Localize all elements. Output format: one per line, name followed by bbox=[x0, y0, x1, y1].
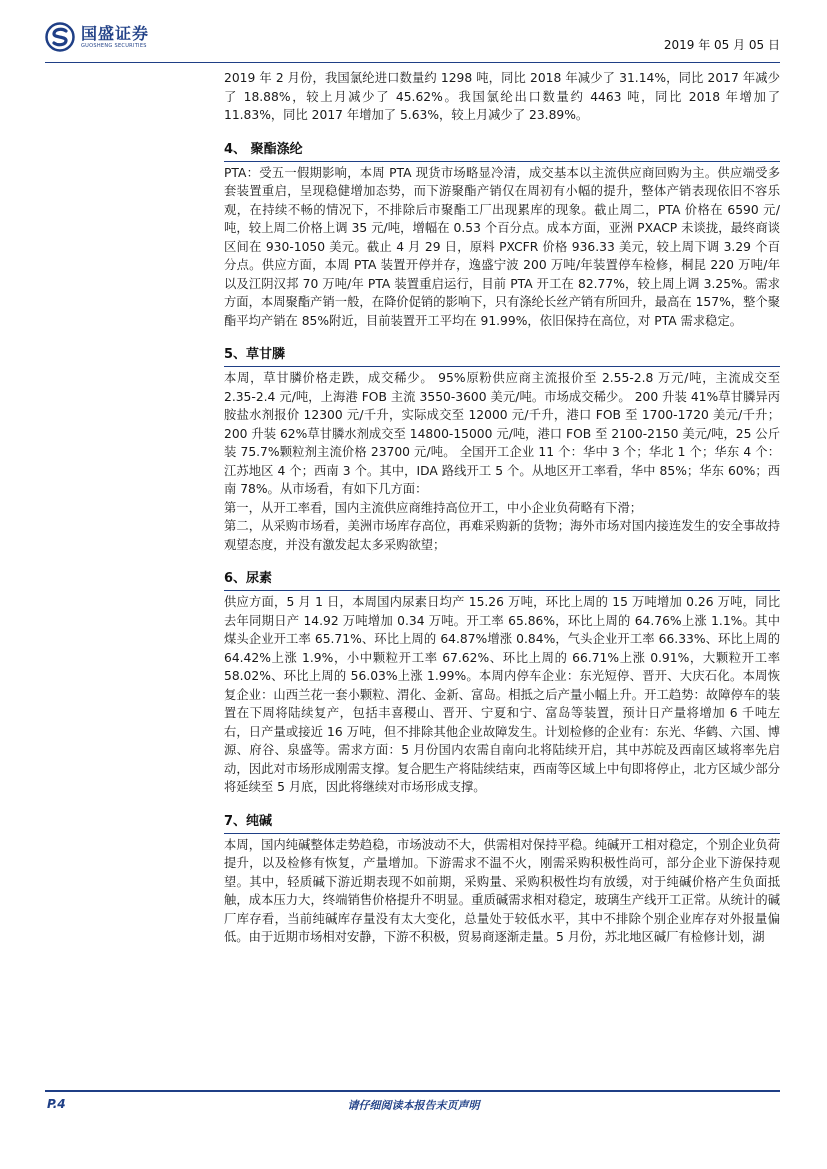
section-title: 7、纯碱 bbox=[224, 813, 273, 829]
brand-text bbox=[81, 25, 149, 50]
section-polyester bbox=[224, 141, 780, 331]
footer-divider bbox=[45, 1090, 780, 1092]
page-header bbox=[45, 22, 780, 58]
section-title: 4、 聚酯涤纶 bbox=[224, 141, 303, 157]
intro-paragraph: 2019 年 2 月份，我国氯纶进口数量约 1298 吨，同比 2018 年减少了 31.14%，同比 2017 年减少了 18.88%，较上月减少了 45.62%。我国氯纶出口数量约 4463 吨，同比 2018 年增加了 11.83%，同比 2017 年增加了 5.63%，较上月减少了 23.89%。 bbox=[224, 71, 780, 122]
section-paragraph: PTA：受五一假期影响，本周 PTA 现货市场略显冷清，成交基本以主流供应商回购为主。供应端受多套装置重启，呈现稳健增加态势，而下游聚酯产销仅在周初有小幅的提升，整体产销表现依旧不容乐观，在持续不畅的情况下，不排除后市聚酯工厂出现累库的现象。截止周二，PTA 价格在 6590 元/吨，较上周二价格上调 35 元/吨，增幅在 0.53 个百分点。成本方面，亚洲 PXACP 未谈拢，最终商谈区间在 930-1050 美元。截止 4 月 29 日，原料 PXCFR 价格 936.33 美元，较上周下调 3.29 个百分点。供应方面，本周 PTA 装置开停并存，逸盛宁波 200 万吨/年装置停车检修，桐昆 220 万吨/年以及江阴汉邦 70 万吨/年 PTA 装置重启运行，目前 PTA 开工在 82.77%，较上周上调 3.25%。需求方面，本周聚酯产销一般，在降价促销的影响下，只有涤纶长丝产销有所回升，最高在 157%，整个聚酯平均产销在 85%附近，目前装置开工平均在 91.99%，依旧保持在高位，对 PTA 需求稳定。 bbox=[224, 165, 780, 328]
report-date: 2019 年 05 月 05 日 bbox=[663, 38, 780, 52]
section-divider bbox=[224, 833, 780, 834]
section-title: 6、尿素 bbox=[224, 571, 273, 586]
section-title: 5、草甘膦 bbox=[224, 347, 286, 362]
disclaimer-notice: 请仔细阅读本报告末页声明 bbox=[347, 1099, 480, 1112]
brand-name: 国盛证券 bbox=[81, 23, 150, 43]
section-paragraph: 第一，从开工率看，国内主流供应商维持高位开工，中小企业负荷略有下滑； bbox=[224, 500, 643, 515]
section-divider bbox=[224, 366, 780, 367]
section-urea bbox=[224, 570, 780, 797]
page-number: P.4 bbox=[47, 1097, 66, 1111]
section-paragraph: 第二，从采购市场看，美洲市场库存高位，再难采购新的货物；海外市场对国内接连发生的安全事故持观望态度，并没有激发起太多采购欲望； bbox=[224, 519, 780, 552]
section-divider bbox=[224, 590, 780, 591]
section-paragraph: 本周，国内纯碱整体走势趋稳，市场波动不大，供需相对保持平稳。纯碱开工相对稳定，个别企业负荷提升，以及检修有恢复，产量增加。下游需求不温不火，刚需采购积极性尚可，部分企业下游保持观望。其中，轻质碱下游近期表现不如前期，采购量、采购积极性均有放缓，对于纯碱价格产生负面抵触，成本压力大，终端销售价格提升不明显。重质碱需求相对稳定，玻璃生产线开工正常。从统计的碱厂库存看，当前纯碱库存量没有太大变化，总量处于较低水平，其中不排除个别企业库存对外报量偏低。由于近期市场相对安静，下游不积极，贸易商逐渐走量。5 月份，苏北地区碱厂有检修计划，湖 bbox=[224, 837, 780, 944]
section-paragraph: 供应方面，5 月 1 日，本周国内尿素日均产 15.26 万吨，环比上周的 15 万吨增加 0.26 万吨，同比去年同期日产 14.92 万吨增加 0.34 万吨。开工率 65.86%，环比上周的 64.76%上涨 1.1%。其中煤头企业开工率 65.71%、环比上周的 64.87%增涨 0.84%，气头企业开工率 66.33%、环比上周的 64.42%上涨 1.9%，小中颗粒开工率 67.62%、环比上周的 66.71%上涨 0.91%，大颗粒开工率 58.02%、环比上周的 56.03%上涨 1.99%。本周内停车企业：东光短停、晋开、大庆石化。本周恢复企业：山西兰花一套小颗粒、渭化、金新、富岛。相抵之后产量小幅上升。开工趋势：故障停车的装置在下周将陆续复产，包括丰喜稷山、晋开、宁夏和宁、富岛等装置，预计日产量将增加 6 千吨左右，日产量或接近 16 万吨，但不排除其他企业故障发生。计划检修的企业有：东光、华鹤、六国、博源、府谷、泉盛等。需求方面：5 月份国内农需自南向北将陆续开启，其中苏皖及西南区域将率先启动，因此对市场形成刚需支撑。复合肥生产将陆续结束，西南等区域上中旬即将停止，北方区域少部分将延续至 5 月底，因此将继续对市场形成支撑。 bbox=[224, 595, 780, 794]
guosheng-logo-icon bbox=[45, 22, 75, 52]
report-body bbox=[224, 69, 780, 1079]
section-paragraph: 本周，草甘膦价格走跌，成交稀少。 95%原粉供应商主流报价至 2.55-2.8 万元/吨，主流成交至 2.35-2.4 元/吨，上海港 FOB 主流 3550-3600 美元/吨。市场成交稀少。 200 升装 41%草甘膦异丙胺盐水剂报价 12300 元/千升，实际成交至 12000 元/千升，港口 FOB 至 1700-1720 美元/千升；200 升装 62%草甘膦水剂成交至 14800-15000 元/吨，港口 FOB 至 2100-2150 美元/吨，25 公斤装 75.7%颗粒剂主流价格 23700 元/吨。 全国开工企业 11 个：华中 3 个；华北 1 个；华东 4 个：江苏地区 4 个；西南 3 个。其中，IDA 路线开工 5 个。从地区开工率看，华中 85%；华东 60%；西南 78%。从市场看，有如下几方面： bbox=[224, 371, 780, 496]
section-soda-ash bbox=[224, 813, 780, 947]
section-glyphosate bbox=[224, 346, 780, 554]
section-divider bbox=[224, 161, 780, 162]
brand-subtitle: GUOSHENG SECURITIES bbox=[81, 42, 147, 49]
header-divider bbox=[45, 62, 780, 63]
brand-logo bbox=[45, 22, 149, 52]
